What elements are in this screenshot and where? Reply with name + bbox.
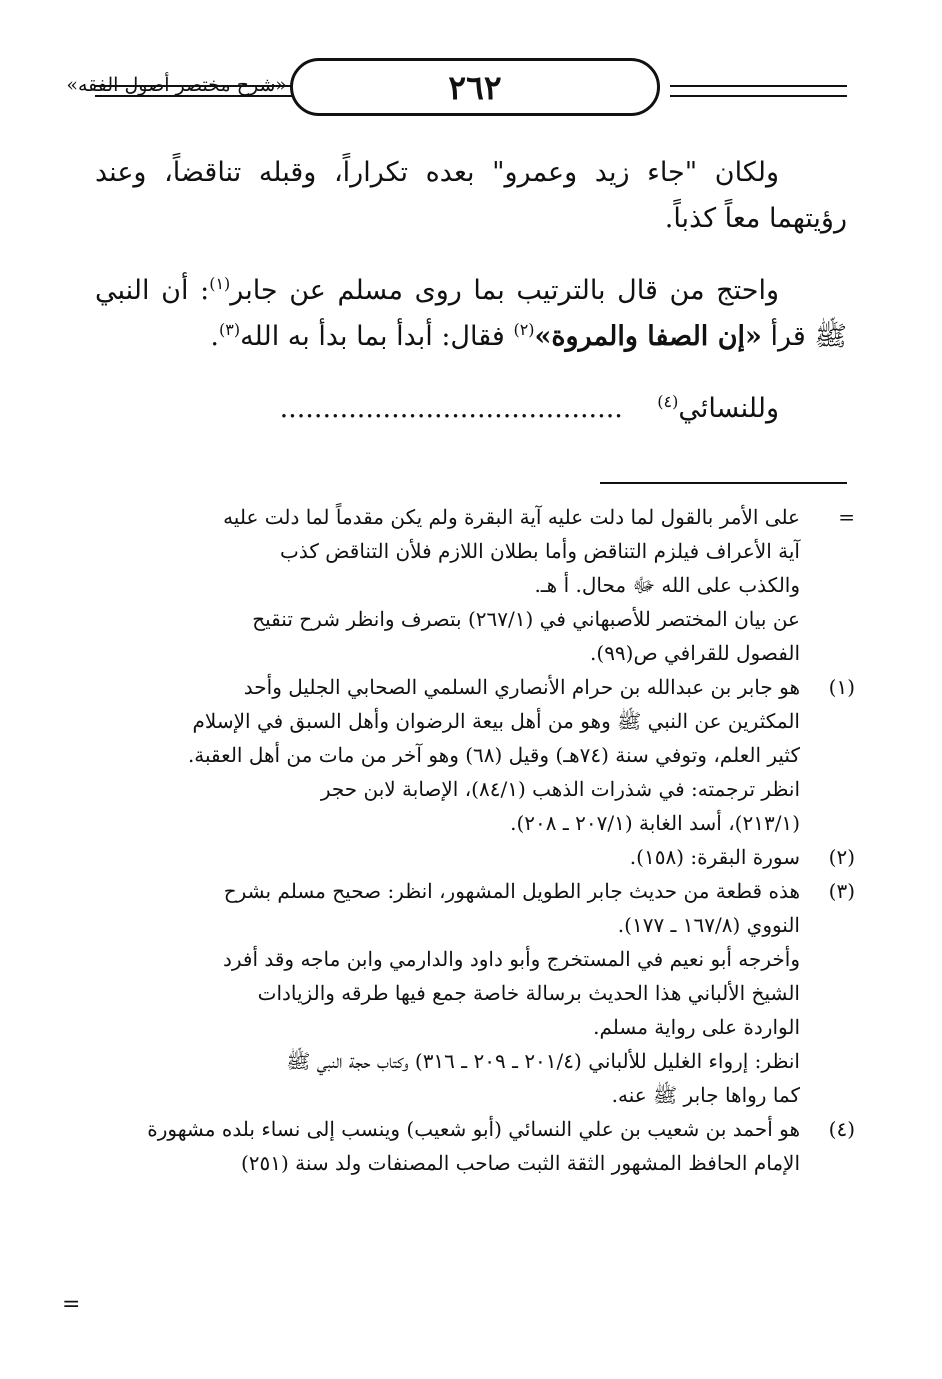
footnote-4 (95, 1112, 855, 1180)
footnote-ref-2: (٢) (513, 320, 535, 339)
paragraph-2 (95, 268, 847, 360)
footnote-continued (95, 500, 855, 670)
footnote-line: الواردة على رواية مسلم. (593, 1015, 800, 1039)
footnotes (95, 500, 855, 1180)
footnote-body (95, 670, 800, 840)
main-text (95, 150, 847, 432)
footnote-body (95, 500, 800, 670)
footnote-mark: (١) (828, 675, 855, 699)
paragraph-3 (95, 386, 847, 432)
para2-text-b: : أن (161, 275, 210, 306)
footnote-line: انظر ترجمته: في شذرات الذهب (٨٤/١)، الإصابة لابن حجر (320, 777, 800, 801)
ellipsis-dots: ........................................ (279, 393, 623, 424)
footnote-line: هو أحمد بن شعيب بن علي النسائي (أبو شعيب) وينسب إلى نساء بلده مشهورة (147, 1117, 800, 1141)
paragraph-gap (95, 242, 847, 268)
footnote-2 (95, 840, 855, 874)
footnote-mark: (٤) (828, 1117, 855, 1141)
footnote-mark: (٣) (828, 879, 855, 903)
footnote-ref-3: (٣) (218, 320, 241, 339)
paragraph-gap (95, 360, 847, 386)
footnote-line: الشيخ الألباني هذا الحديث برسالة خاصة جمع فيها طرقه والزيادات (257, 981, 800, 1005)
paragraph-1 (95, 150, 847, 242)
footnote-line: الإمام الحافظ المشهور الثقة الثبت صاحب المصنفات ولد سنة (٢٥١) (240, 1151, 800, 1175)
footnote-line: هذه قطعة من حديث جابر الطويل المشهور، انظر: صحيح مسلم بشرح (223, 879, 800, 903)
footnote-line: وأخرجه أبو نعيم في المستخرج وأبو داود والدارمي وابن ماجه وقد أفرد (222, 947, 800, 971)
footnote-line: هو جابر بن عبدالله بن حرام الأنصاري السلمي الصحابي الجليل وأحد (243, 675, 800, 699)
footnote-line: والكذب على الله ﷻ محال. أ هـ. (534, 573, 800, 597)
footnote-line: المكثرين عن النبي ﷺ وهو من أهل بيعة الرضوان وأهل السبق في الإسلام (192, 709, 800, 733)
para2-text-e: . (210, 321, 219, 352)
footnote-mark: = (838, 505, 855, 529)
page-number: ٢٦٢ (448, 67, 502, 107)
footnote-mark: (٢) (828, 845, 855, 869)
footnote-body (95, 840, 800, 874)
quran-quote: «إن الصفا والمروة» (534, 321, 762, 352)
footnote-line: آية الأعراف فيلزم التناقض وأما بطلان اللازم فلأن التناقض كذب (280, 539, 800, 563)
para2-text-c: النبي ﷺ قرأ (95, 275, 847, 352)
footnote-line: كثير العلم، وتوفي سنة (٧٤هـ) وقيل (٦٨) وهو آخر من مات من أهل العقبة. (187, 743, 800, 767)
footnote-body (95, 874, 800, 1112)
footnote-separator (600, 482, 847, 484)
para2-text-d: فقال: أبدأ بما بدأ به الله (240, 321, 514, 352)
page-number-frame (290, 58, 660, 116)
footnote-1 (95, 670, 855, 840)
para1-line1: ولكان "جاء زيد وعمرو" بعده تكراراً، وقبله تناقضاً، وعند (95, 157, 779, 188)
header-rule-right (670, 85, 847, 97)
para1-line2: رؤيتهما معاً كذباً. (664, 203, 847, 234)
footnote-line: عن بيان المختصر للأصبهاني في (٢٦٧/١) بتصرف وانظر شرح تنقيح (252, 607, 800, 631)
footnote-line: انظر: إرواء الغليل للألباني (٢٠١/٤ ـ ٢٠٩ ـ ٣١٦) وكتاب حجة النبي ﷺ (286, 1049, 800, 1073)
footnote-line: سورة البقرة: (١٥٨). (629, 845, 800, 869)
page-header (66, 58, 847, 120)
para3-text: وللنسائي (678, 393, 779, 424)
footnote-line: كما رواها جابر ﷺ عنه. (611, 1083, 800, 1107)
para2-text-a: واحتج من قال بالترتيب بما روى مسلم عن جابر (230, 275, 779, 306)
footnote-ref-1: (١) (209, 274, 231, 293)
footnote-line: على الأمر بالقول لما دلت عليه آية البقرة ولم يكن مقدماً لما دلت عليه (223, 505, 800, 529)
footnote-body (95, 1112, 800, 1180)
footnote-3 (95, 874, 855, 1112)
footnote-ref-4: (٤) (657, 392, 679, 411)
continuation-mark: = (62, 1292, 81, 1317)
footnote-line: الفصول للقرافي ص(٩٩). (590, 641, 800, 665)
footnote-line: (٢١٣/١)، أسد الغابة (٢٠٧/١ ـ ٢٠٨). (510, 811, 800, 835)
running-title: «شرح مختصر أصول الفقه» (66, 74, 287, 96)
footnote-line: النووي (١٦٧/٨ ـ ١٧٧). (617, 913, 800, 937)
